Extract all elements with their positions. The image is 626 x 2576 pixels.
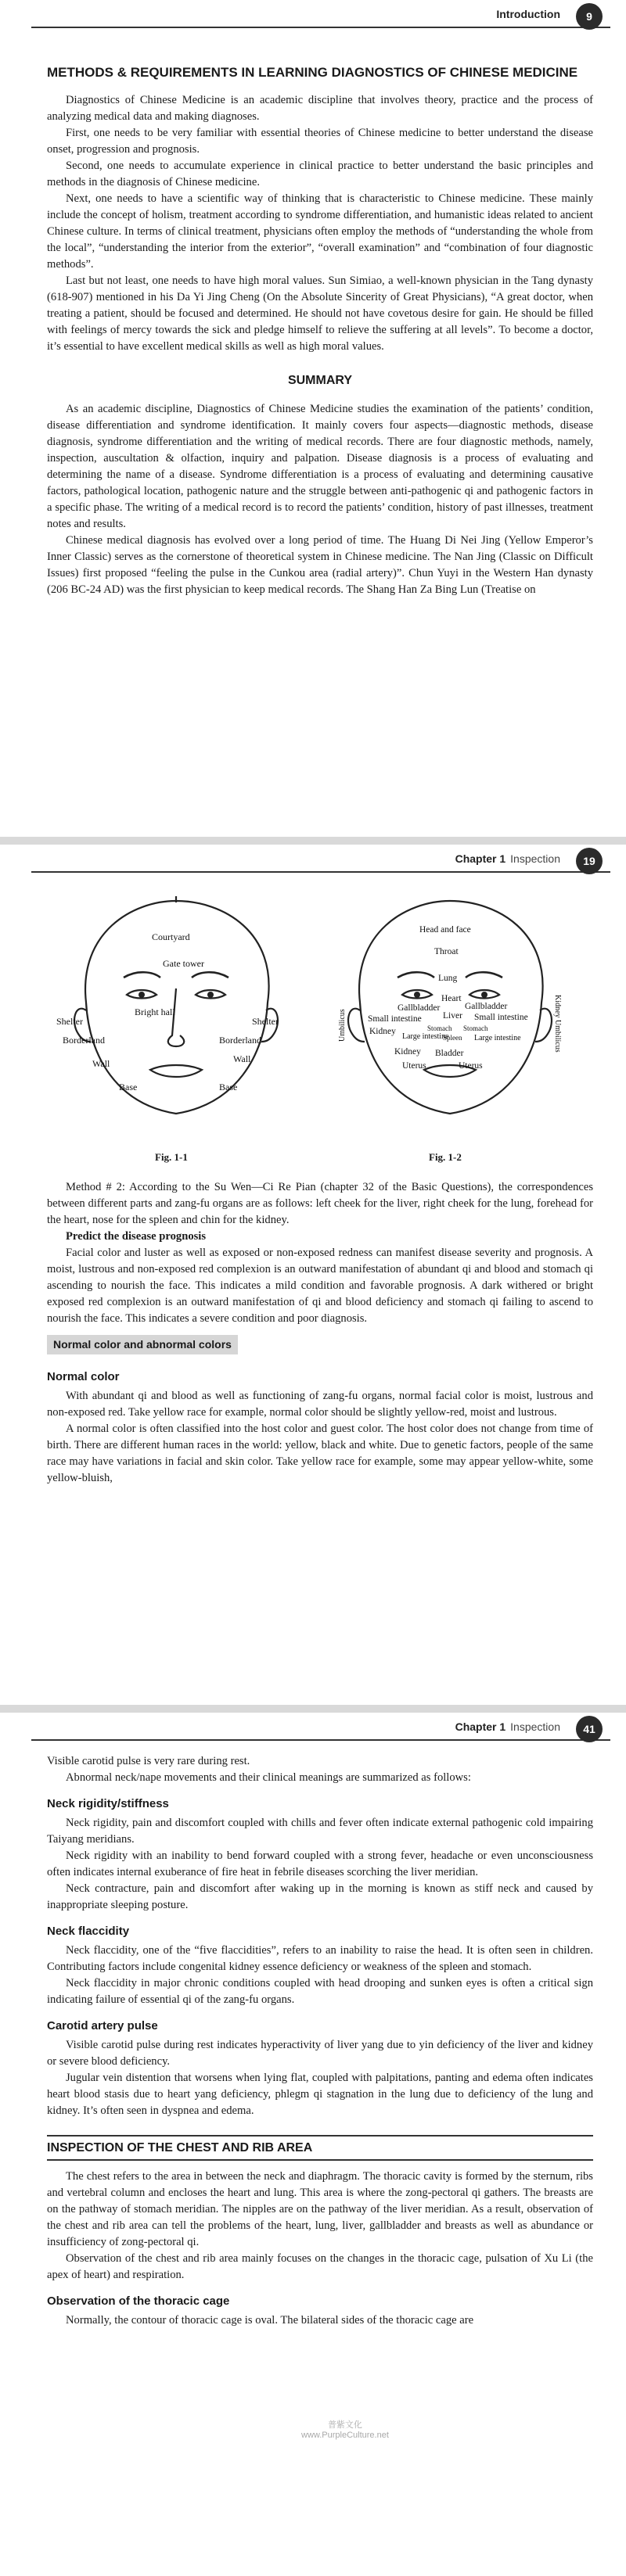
paragraph: Visible carotid pulse during rest indicates hyperactivity of liver yang due to yin deficiency of the liver and kidney or severe blood deficiency. xyxy=(47,2039,593,2068)
neck-flaccidity-heading: Neck flaccidity xyxy=(47,1925,130,1938)
page-inspection-19 xyxy=(0,845,626,1705)
page-body xyxy=(47,1753,593,2329)
label-borderland-right: Borderland xyxy=(219,1035,261,1046)
label-kidney-left: Kidney xyxy=(369,1027,396,1036)
label-shelter-right: Shelter xyxy=(252,1016,279,1027)
paragraph: First, one needs to be very familiar with essential theories of Chinese medicine to better understand the disease onset, progression and prognosis. xyxy=(47,127,593,156)
chapter-label xyxy=(455,852,560,865)
paragraph: Neck flaccidity in major chronic conditions coupled with head drooping and sunken eyes is often a critical sign indicating failure of essential qi of the zang-fu organs. xyxy=(47,1977,593,2006)
page-body xyxy=(47,1179,593,1487)
section-name: Inspection xyxy=(510,852,560,865)
paragraph: Normally, the contour of thoracic cage is oval. The bilateral sides of the thoracic cage are xyxy=(66,2314,474,2327)
paragraph: Last but not least, one needs to have high moral values. Sun Simiao, a well-known physician in the Tang dynasty (618-907) mentioned in his Da Yi Jing Cheng (On the Absolute Sincerity of Great Physicians), “A great doctor, when treating a patient, should be focused and determined. He should not have covetous desire for gain. He should be filled with feelings of mercy towards the sick and pledge himself to relieve the suffering at all levels”. To become a doctor, it’s essential to have excellent medical skills as well as high moral values. xyxy=(47,274,593,353)
label-base-left: Base xyxy=(119,1082,138,1092)
summary-heading: SUMMARY xyxy=(287,374,353,387)
watermark xyxy=(301,2418,389,2440)
face-diagram-fig-1-2 xyxy=(321,885,579,1136)
chapter-name: Chapter 1 xyxy=(455,852,506,865)
paragraph: Visible carotid pulse is very rare during rest. xyxy=(47,1755,250,1767)
boxed-heading: Normal color and abnormal colors xyxy=(47,1335,238,1354)
label-gallbladder-left: Gallbladder xyxy=(398,1003,441,1013)
label-bladder: Bladder xyxy=(435,1049,464,1058)
label-stomach-right: Stomach xyxy=(463,1024,488,1032)
predict-heading: Predict the disease prognosis xyxy=(66,1230,207,1243)
page-gap xyxy=(0,1705,626,1713)
watermark-cn: 普紫文化 xyxy=(327,2420,362,2430)
paragraph: Facial color and luster as well as exposed or non-exposed redness can manifest disease severity and prognosis. A moist, lustrous and non-exposed red complexion is an outward manifestation of abundant qi and blood and stomach qi ascending to nourish the face. This indicates a mild condition and favorable prognosis. A dark withered or bright exposed red complexion is an outward manifestation of qi and blood deficiency and stomach qi failing to ascend to nourish the face. This indicates a severe condition and poor diagnosis. xyxy=(47,1247,593,1325)
page-number-badge: 19 xyxy=(576,848,603,874)
watermark-url: www.PurpleCulture.net xyxy=(301,2431,389,2440)
paragraph: Jugular vein distention that worsens when lying flat, coupled with palpitations, panting and edema often indicates heart blood stasis due to heart yang deficiency, phlegm qi stagnation in the lung due to deficiency of the lung and kidney. It’s often seen in dyspnea and edema. xyxy=(47,2072,593,2117)
label-base-right: Base xyxy=(219,1082,238,1092)
running-header xyxy=(31,6,610,28)
chapter-label: Introduction xyxy=(496,8,560,20)
label-liver: Liver xyxy=(443,1011,462,1021)
paragraph: Neck flaccidity, one of the “five flaccidities”, refers to an inability to raise the head. It is often seen in children. Contributing factors include congenital kidney essence deficiency or weakness of the spleen and stomach. xyxy=(47,1944,593,1973)
paragraph: Method # 2: According to the Su Wen—Ci Re Pian (chapter 32 of the Basic Questions), the correspondences between different parts and zang-fu organs are as follows: left cheek for the liver, right cheek for the lung, forehead for the heart, nose for the spleen and chin for the kidney. xyxy=(47,1181,593,1226)
neck-rigidity-heading: Neck rigidity/stiffness xyxy=(47,1797,169,1810)
figure-caption: Fig. 1-1 xyxy=(155,1151,188,1163)
paragraph: Next, one needs to have a scientific way of thinking that is characteristic to Chinese medicine. These mainly include the concept of holism, treatment according to syndrome differentiation, and humanistic ideas related to ancient Chinese culture. In terms of clinical treatment, physicians often employ the methods of “understanding the whole from the local”, “understanding the interior from the exterior”, “overall examination” and “combination of four diagnostic methods”. xyxy=(47,192,593,271)
paragraph: Abnormal neck/nape movements and their clinical meanings are summarized as follows: xyxy=(66,1771,471,1784)
label-wall-right: Wall xyxy=(233,1053,251,1064)
label-small-intestine-right: Small intestine xyxy=(474,1013,528,1022)
label-borderland-left: Borderland xyxy=(63,1035,105,1046)
label-large-intestine-left: Large intestine xyxy=(402,1032,449,1041)
running-header xyxy=(31,1719,610,1741)
section-title: METHODS & REQUIREMENTS IN LEARNING DIAGNOSTICS OF CHINESE MEDICINE xyxy=(47,65,578,80)
normal-color-heading: Normal color xyxy=(47,1370,120,1383)
chapter-label xyxy=(455,1720,560,1733)
page-number-badge: 9 xyxy=(576,3,603,30)
label-throat: Throat xyxy=(434,947,459,956)
label-gate-tower: Gate tower xyxy=(163,958,204,969)
paragraph: Observation of the chest and rib area mainly focuses on the changes in the thoracic cage, pulsation of Xu Li (the apex of heart) and respiration. xyxy=(47,2252,593,2281)
label-shelter-left: Shelter xyxy=(56,1016,83,1027)
label-heart: Heart xyxy=(441,994,462,1003)
paragraph: With abundant qi and blood as well as functioning of zang-fu organs, normal facial color is moist, lustrous and non-exposed red. Take yellow race for example, normal color should be slightly yellow-red, moist and lustrous. xyxy=(47,1390,593,1419)
label-kidney-umbilicus-right: Kidney Umbilicus xyxy=(553,995,562,1053)
section-name: Inspection xyxy=(510,1720,560,1733)
paragraph: Neck contracture, pain and discomfort after waking up in the morning is known as stiff neck and caused by inappropriate sleeping posture. xyxy=(47,1882,593,1911)
paragraph: Chinese medical diagnosis has evolved over a long period of time. The Huang Di Nei Jing (Yellow Emperor’s Inner Classic) serves as the cornerstone of theoretical system in Chinese medicine. The Nan Jing (Classic on Difficult Issues) first proposed “feeling the pulse in the Cunkou area (radial artery)”. Chun Yuyi in the Western Han dynasty (206 BC-24 AD) was the first physician to keep medical records. The Shang Han Za Bing Lun (Treatise on xyxy=(47,534,593,596)
label-spleen: Spleen xyxy=(443,1034,462,1042)
label-wall-left: Wall xyxy=(92,1058,110,1069)
paragraph: Neck rigidity with an inability to bend forward coupled with a strong fever, headache or even unconsciousness often indicates internal exuberance of fire heat in febrile diseases scorching the liver meridian. xyxy=(47,1849,593,1878)
label-large-intestine-right: Large intestine xyxy=(474,1034,521,1042)
paragraph: The chest refers to the area in between the neck and diaphragm. The thoracic cavity is formed by the sternum, ribs and vertebral column and encloses the heart and lung. This area is where the zong-pectoral qi gathers. The breasts are on the pathway of stomach meridian. The nipples are on the pathway of the liver meridian. As a result, observation of the chest and rib area can tell the problems of the heart, lung, liver, gallbladder and breasts as well as abundance or insufficiency of zong-pectoral qi. xyxy=(47,2170,593,2248)
chest-section-heading: INSPECTION OF THE CHEST AND RIB AREA xyxy=(47,2135,593,2161)
page-introduction xyxy=(0,0,626,837)
figure-caption: Fig. 1-2 xyxy=(429,1151,462,1163)
paragraph: As an academic discipline, Diagnostics of Chinese Medicine studies the examination of the patients’ condition, disease differentiation and syndrome identification. It mainly covers four aspects—diagnostic methods, disease diagnosis, syndrome differentiation and the writing of medical records. There are four diagnostic methods, namely, inspection, auscultation & olfaction, inquiry and palpation. Disease diagnosis is a process of evaluating and determining the name of a disease. Syndrome differentiation is a process of evaluating and determining causative factors, pathological location, pathogenic nature and the struggle between anti-pathogenic qi and pathogenic factors in a specific phase. The writing of a medical record is to record the patients’ condition, history of past illnesses, treatment notes and results. xyxy=(47,403,593,530)
label-courtyard: Courtyard xyxy=(152,931,190,942)
paragraph: Second, one needs to accumulate experience in clinical practice to better understand the basic principles and methods in the diagnosis of Chinese medicine. xyxy=(47,160,593,188)
page-number-badge: 41 xyxy=(576,1716,603,1742)
carotid-heading: Carotid artery pulse xyxy=(47,2019,158,2032)
label-uterus-right: Uterus xyxy=(459,1061,483,1071)
face-diagram-fig-1-1 xyxy=(55,885,297,1136)
page-body xyxy=(47,64,593,598)
label-head-face: Head and face xyxy=(419,925,471,935)
paragraph: Diagnostics of Chinese Medicine is an academic discipline that involves theory, practice and the process of analyzing medical data and making diagnoses. xyxy=(47,94,593,123)
label-small-intestine-left: Small intestine xyxy=(368,1014,422,1024)
label-umbilicus-left: Umbilicus xyxy=(338,1009,347,1042)
label-bright-hall: Bright hall xyxy=(135,1006,175,1017)
page-gap xyxy=(0,837,626,845)
chapter-name: Chapter 1 xyxy=(455,1720,506,1733)
label-kidney-lower: Kidney xyxy=(394,1047,421,1057)
label-stomach-left: Stomach xyxy=(427,1024,452,1032)
page-inspection-41 xyxy=(0,1713,626,2576)
label-uterus-left: Uterus xyxy=(402,1061,426,1071)
paragraph: Neck rigidity, pain and discomfort coupled with chills and fever often indicate external pathogenic cold impairing Taiyang meridians. xyxy=(47,1817,593,1846)
thoracic-cage-heading: Observation of the thoracic cage xyxy=(47,2294,230,2308)
running-header xyxy=(31,851,610,873)
paragraph: A normal color is often classified into the host color and guest color. The host color does not change from time of birth. There are different human races in the world: yellow, black and white. Due to genetic factors, people of the same race may have variations in facial and skin color. Take yellow race for example, some may appear yellow-white, some yellow-bluish, xyxy=(47,1423,593,1484)
label-gallbladder-right: Gallbladder xyxy=(465,1002,508,1011)
label-lung: Lung xyxy=(438,974,458,983)
